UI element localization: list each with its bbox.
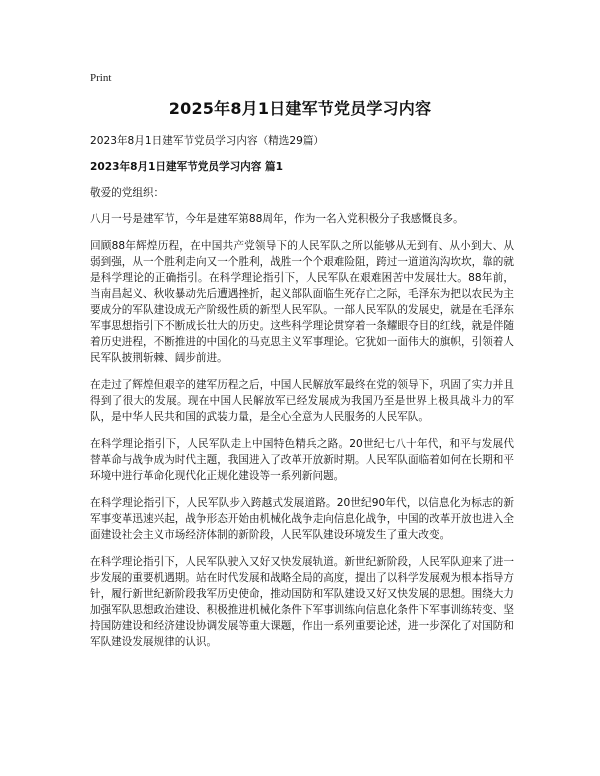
paragraph-history: 回顾88年辉煌历程，在中国共产党领导下的人民军队之所以能够从无到有、从小到大、从弱到强，从一个胜利走向又一个胜利，战胜一个个艰难险阻，跨过一道道沟沟坎坎，靠的就是科学理论的正确指引。在科学理论指引下，人民军队在艰难困苦中发展壮大。88年前，当南昌起义、秋收暴动先后遭遇挫折，起义部队面临生死存亡之际，毛泽东为把以农民为主要成分的军队建设成无产阶级性质的新型人民军队。一部人民军队的发展史，就是在毛泽东军事思想指引下不断成长壮大的历史。这些科学理论贯穿着一条耀眼夺目的红线，就是伴随着历史进程，不断推进的中国化的马克思主义军事理论。它犹如一面伟大的旗帜，引领着人民军队披荆斩棘、阔步前进。 [90, 240, 514, 364]
paragraph-fast-development: 在科学理论指引下，人民军队驶入又好又快发展轨道。新世纪新阶段，人民军队迎来了进一步发展的重要机遇期。站在时代发展和战略全局的高度，提出了以科学发展观为根本指导方针，履行新世纪新阶段我军历史使命，推动国防和军队建设又好又快发展的思想。围绕大力加强军队思想政治建设、积极推进机械化条件下军事训练向信息化条件下军事训练转变、坚持国防建设和经济建设协调发展等重大课题，作出一系列重要论述，进一步深化了对国防和军队建设发展规律的认识。 [90, 556, 514, 648]
paragraph-elite-troops: 在科学理论指引下，人民军队走上中国特色精兵之路。20世纪七八十年代，和平与发展代替革命与战争成为时代主题，我国进入了改革开放新时期。人民军队面临着如何在长期和平环境中进行革命化现代化正规化建设等一系列新问题。 [90, 438, 514, 482]
salutation: 敬爱的党组织： [90, 187, 165, 199]
print-label: Print [90, 72, 112, 84]
section-heading: 2023年8月1日建军节党员学习内容 篇1 [90, 161, 284, 173]
document-subtitle: 2023年8月1日建军节党员学习内容（精选29篇） [90, 135, 325, 147]
document-body [90, 133, 514, 661]
document-title: 2025年8月1日建军节党员学习内容 [168, 99, 432, 118]
paragraph-intro: 八月一号是建军节，今年是建军第88周年，作为一名入党积极分子我感慨良多。 [90, 213, 464, 225]
paragraph-development: 在走过了辉煌但艰辛的建军历程之后，中国人民解放军最终在党的领导下，巩固了实力并且得到了很大的发展。现在中国人民解放军已经发展成为我国乃至是世界上极具战斗力的军队，是中华人民共和国的武装力量，是全心全意为人民服务的人民军队。 [90, 379, 514, 423]
paragraph-leapfrog: 在科学理论指引下，人民军队步入跨越式发展道路。20世纪90年代，以信息化为标志的新军事变革迅速兴起，战争形态开始由机械化战争走向信息化战争，中国的改革开放也进入全面建设社会主义市场经济体制的新阶段，人民军队建设环境发生了重大改变。 [90, 497, 514, 541]
